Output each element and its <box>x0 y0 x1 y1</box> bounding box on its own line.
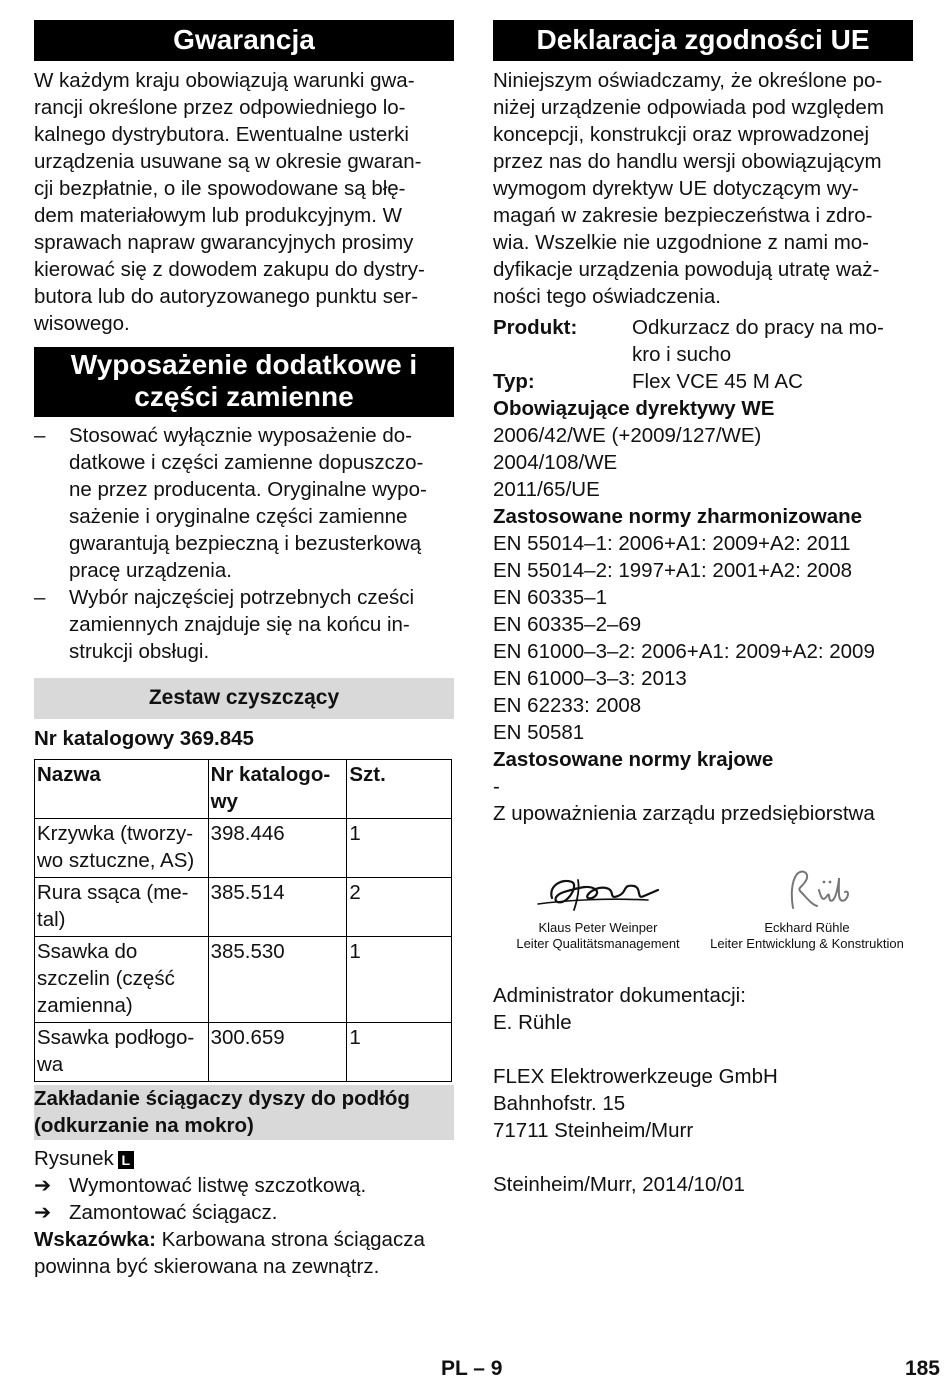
warranty-line: sprawach napraw gwarancyjnych prosimy <box>34 231 414 254</box>
list-item-line: sażenie i oryginalne części zamienne <box>69 505 408 528</box>
cell-name <box>35 819 209 878</box>
declaration-line: niżej urządzenie odpowiada pod względem <box>493 96 884 119</box>
list-item-line: strukcji obsługi. <box>69 640 210 663</box>
catalog-number: Nr katalogowy 369.845 <box>34 727 254 750</box>
signatory-name: Klaus Peter Weinper <box>538 920 658 935</box>
warranty-title: Gwarancja <box>34 20 454 61</box>
standard-item: EN 55014–2: 1997+A1: 2001+A2: 2008 <box>493 559 853 582</box>
signature-weinper-image <box>518 860 678 920</box>
warranty-line: kierować się z dowodem zakupu do dystry- <box>34 258 425 281</box>
figure-letter-box: L <box>118 1151 134 1169</box>
standard-item: EN 62233: 2008 <box>493 694 642 717</box>
warranty-line: rancji określone przez odpowiedniego lo- <box>34 96 406 119</box>
place-date: Steinheim/Murr, 2014/10/01 <box>493 1173 745 1196</box>
signatory-role: Leiter Qualitätsmanagement <box>516 936 680 951</box>
standard-item: EN 61000–3–3: 2013 <box>493 667 687 690</box>
list-item-line: Stosować wyłącznie wyposażenie do- <box>69 424 412 447</box>
section-page-label: PL – 9 <box>441 1357 503 1380</box>
cell-name <box>35 1023 209 1082</box>
step-item <box>34 1172 454 1199</box>
figure-label: Rysunek <box>34 1147 114 1170</box>
standard-item: EN 60335–2–69 <box>493 613 642 636</box>
cell-text: Ssawka podłogo- <box>37 1026 195 1049</box>
product-value <box>632 314 913 368</box>
signature-ruehle-image <box>727 860 887 920</box>
header-text: wy <box>210 790 238 813</box>
note-label: Wskazówka: <box>34 1228 156 1251</box>
header-catalog <box>208 760 347 819</box>
cell-text: Rura ssąca (me- <box>37 881 189 904</box>
header-text: Nr katalogo- <box>210 763 331 786</box>
table-row <box>35 1023 452 1082</box>
standard-item: EN 50581 <box>493 721 585 744</box>
cell-text: wo sztuczne, AS) <box>37 849 195 872</box>
list-item <box>34 584 454 665</box>
signature-ruehle <box>698 860 916 952</box>
cell-qty: 2 <box>347 878 452 937</box>
cell-name <box>35 937 209 1023</box>
declaration-line: wymogom dyrektyw UE dotyczącym wy- <box>493 177 859 200</box>
figure-reference <box>34 1145 454 1172</box>
product-label: Produkt: <box>493 316 578 339</box>
list-item <box>34 422 454 584</box>
cell-text: Krzywka (tworzy- <box>37 822 194 845</box>
harmonized-heading: Zastosowane normy zharmonizowane <box>493 505 863 528</box>
declaration-line: dyfikacje urządzenia powodują utratę waż- <box>493 258 880 281</box>
cell-text: wa <box>37 1053 64 1076</box>
declaration-line: wia. Wszelkie nie uzgodnione z nami mo- <box>493 231 869 254</box>
signatory-role: Leiter Entwicklung & Konstruktion <box>710 936 904 951</box>
product-value-line: kro i sucho <box>632 343 732 366</box>
warranty-line: kalnego dystrybutora. Ewentualne usterki <box>34 123 409 146</box>
squeegee-title-line: Zakładanie ściągaczy dyszy do podłóg <box>34 1087 410 1110</box>
table-header-row <box>35 760 452 819</box>
directive-item: 2006/42/WE (+2009/127/WE) <box>493 424 762 447</box>
directive-item: 2011/65/UE <box>493 478 600 501</box>
dash-bullet: – <box>34 424 46 447</box>
accessories-list <box>34 422 454 665</box>
national-value: - <box>493 775 500 798</box>
header-qty <box>347 760 452 819</box>
step-text: Zamontować ściągacz. <box>69 1201 278 1224</box>
step-item <box>34 1199 454 1226</box>
warranty-line: wisowego. <box>34 312 130 335</box>
type-value: Flex VCE 45 M AC <box>632 370 803 393</box>
list-item-line: datkowe i części zamienne dopuszczo- <box>69 451 424 474</box>
arrow-icon: ➔ <box>34 1201 52 1224</box>
list-item-line: ne przez producenta. Oryginalne wypo- <box>69 478 427 501</box>
accessories-title <box>34 347 454 417</box>
cell-name <box>35 878 209 937</box>
warranty-line: urządzenia usuwane są w okresie gwaran- <box>34 150 422 173</box>
accessories-title-line: Wyposażenie dodatkowe i <box>70 349 418 380</box>
arrow-icon: ➔ <box>34 1174 52 1197</box>
cell-text: szczelin (część <box>37 967 175 990</box>
warranty-line: butora lub do autoryzowanego punktu ser- <box>34 285 419 308</box>
signatures <box>493 846 913 962</box>
authorization-text: Z upoważnienia zarządu przedsiębiorstwa <box>493 802 875 825</box>
cell-catalog: 300.659 <box>208 1023 347 1082</box>
declaration-text <box>493 67 913 310</box>
left-column <box>34 20 454 1280</box>
declaration-line: magań w zakresie bezpieczeństwa i zdro- <box>493 204 873 227</box>
product-value-line: Odkurzacz do pracy na mo- <box>632 316 884 339</box>
table-row <box>35 878 452 937</box>
note <box>34 1226 454 1253</box>
product-row <box>493 314 913 368</box>
header-name <box>35 760 209 819</box>
admin-label: Administrator dokumentacji: <box>493 984 746 1007</box>
standard-item: EN 61000–3–2: 2006+A1: 2009+A2: 2009 <box>493 640 875 663</box>
table-row <box>35 819 452 878</box>
cell-qty: 1 <box>347 1023 452 1082</box>
signature-weinper <box>493 860 703 952</box>
note-text: Karbowana strona ściągacza <box>161 1228 425 1251</box>
company-city: 71711 Steinheim/Murr <box>493 1119 694 1142</box>
warranty-line: dem materiałowym lub produkcyjnym. W <box>34 204 402 227</box>
cell-text: zamienna) <box>37 994 133 1017</box>
type-label: Typ: <box>493 370 535 393</box>
directives-heading: Obowiązujące dyrektywy WE <box>493 397 775 420</box>
signatory-name: Eckhard Rühle <box>764 920 850 935</box>
cell-text: Ssawka do <box>37 940 138 963</box>
header-text: Nazwa <box>37 763 101 786</box>
table-row <box>35 937 452 1023</box>
header-text: Szt. <box>349 763 386 786</box>
squeegee-title <box>34 1085 454 1140</box>
standard-item: EN 60335–1 <box>493 586 607 609</box>
warranty-line: W każdym kraju obowiązują warunki gwa- <box>34 69 415 92</box>
cleaning-set-title: Zestaw czyszczący <box>34 678 454 719</box>
list-item-line: pracę urządzenia. <box>69 559 232 582</box>
warranty-text <box>34 67 454 337</box>
company-name: FLEX Elektrowerkzeuge GmbH <box>493 1065 778 1088</box>
company-street: Bahnhofstr. 15 <box>493 1092 626 1115</box>
list-item-line: gwarantują bezpieczną i bezusterkową <box>69 532 422 555</box>
right-column <box>493 20 913 1198</box>
declaration-line: przez nas do handlu wersji obowiązującym <box>493 150 882 173</box>
national-heading: Zastosowane normy krajowe <box>493 748 774 771</box>
cell-qty: 1 <box>347 937 452 1023</box>
type-row <box>493 368 913 395</box>
warranty-line: cji bezpłatnie, o ile spowodowane są błę- <box>34 177 406 200</box>
cell-catalog: 385.530 <box>208 937 347 1023</box>
note-text-line: powinna być skierowana na zewnątrz. <box>34 1255 380 1278</box>
directive-item: 2004/108/WE <box>493 451 618 474</box>
admin-name: E. Rühle <box>493 1011 572 1034</box>
cell-qty: 1 <box>347 819 452 878</box>
list-item-line: Wybór najczęściej potrzebnych cześci <box>69 586 415 609</box>
accessories-title-line: części zamienne <box>134 381 354 412</box>
squeegee-title-line: (odkurzanie na mokro) <box>34 1114 254 1137</box>
declaration-line: ności tego oświadczenia. <box>493 285 721 308</box>
cell-catalog: 385.514 <box>208 878 347 937</box>
page-number: 185 <box>904 1357 940 1380</box>
parts-table <box>34 759 452 1082</box>
list-item-line: zamiennych znajduje się na końcu in- <box>69 613 410 636</box>
declaration-line: koncepcji, konstrukcji oraz wprowadzonej <box>493 123 870 146</box>
cell-text: tal) <box>37 908 66 931</box>
declaration-title: Deklaracja zgodności UE <box>493 20 913 61</box>
dash-bullet: – <box>34 586 46 609</box>
declaration-line: Niniejszym oświadczamy, że określone po- <box>493 69 883 92</box>
cell-catalog: 398.446 <box>208 819 347 878</box>
standard-item: EN 55014–1: 2006+A1: 2009+A2: 2011 <box>493 532 851 555</box>
step-text: Wymontować listwę szczotkową. <box>69 1174 367 1197</box>
